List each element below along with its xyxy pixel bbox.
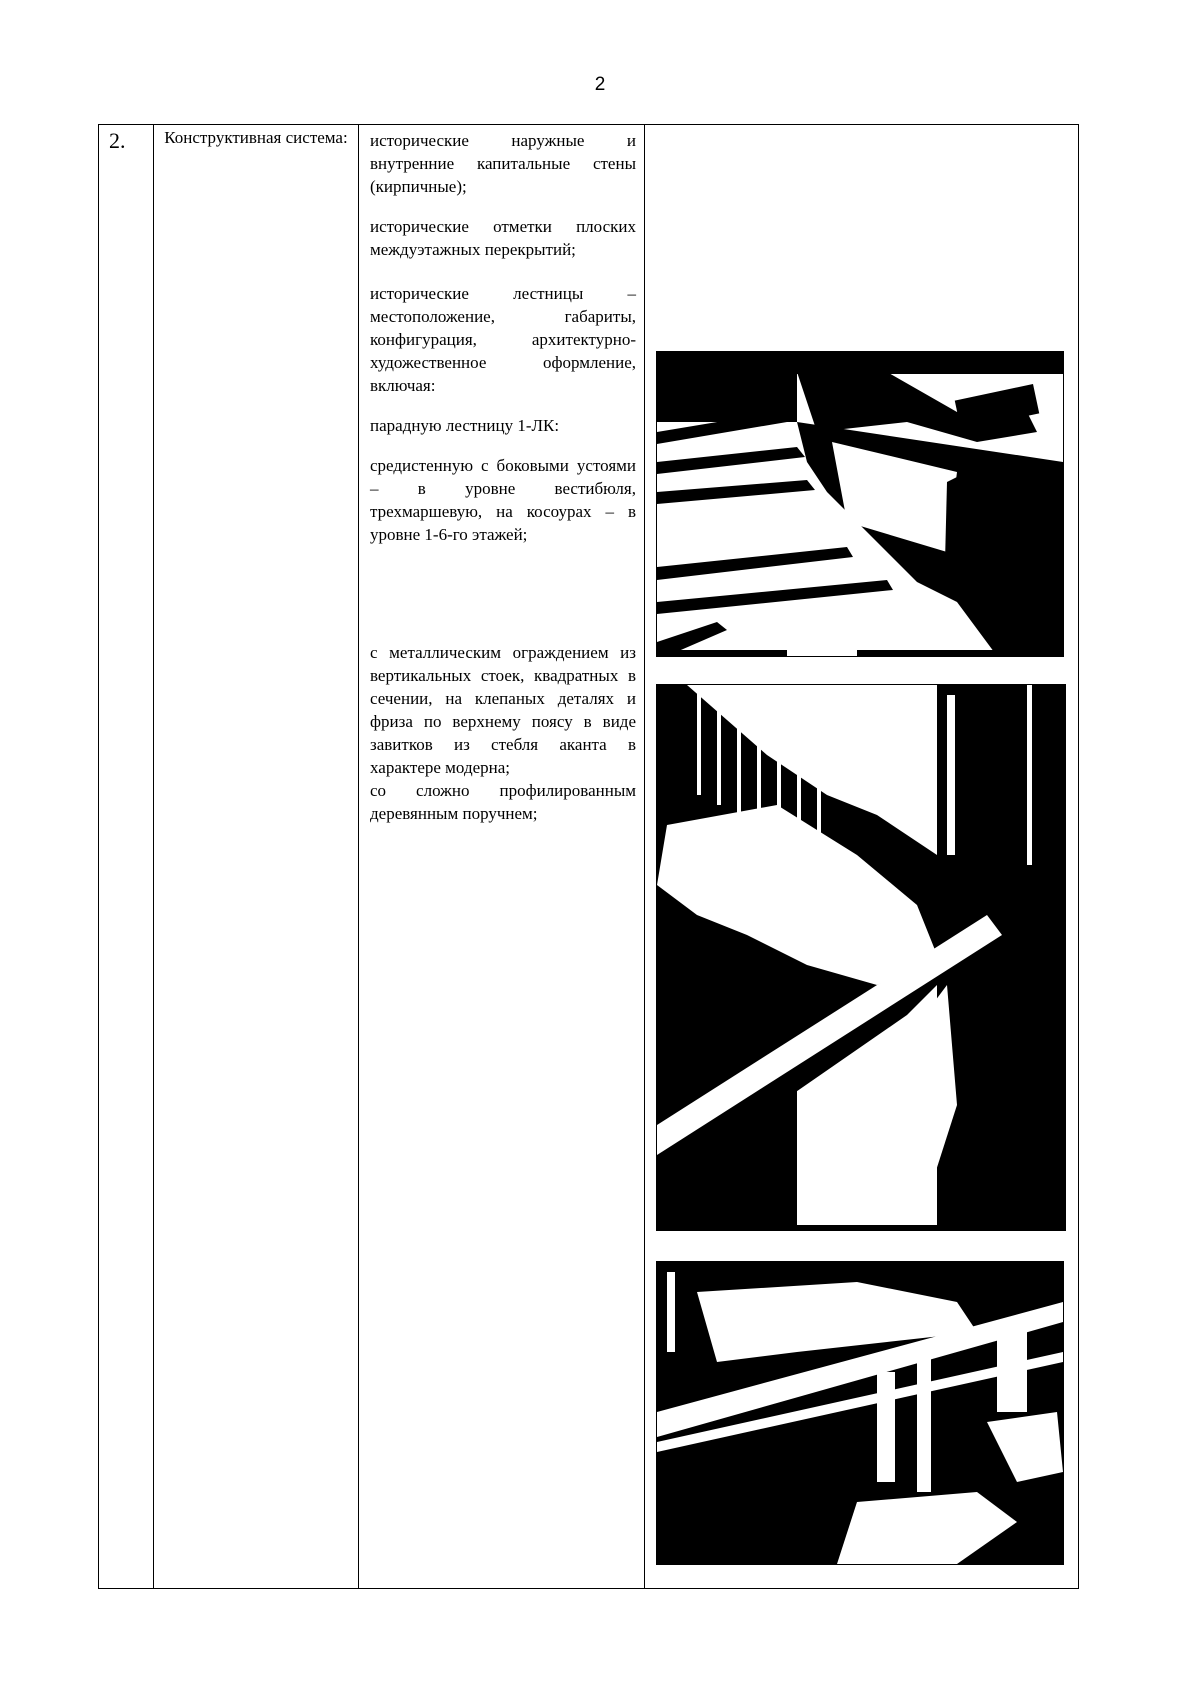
description-paragraph: исторические отметки плоских междуэтажных перекрытий;	[370, 217, 636, 259]
description-paragraph: со сложно профилированным деревянным поручнем;	[370, 781, 636, 823]
railing-photo	[656, 684, 1066, 1231]
description-paragraph: средистенную с боковыми устоями – в уровне вестибюля, трехмаршевую, на косоурах – в уровне 1-6-го этажей;	[370, 456, 636, 544]
staircase-photo	[656, 351, 1064, 657]
row-description	[359, 125, 644, 825]
row-description-cell	[359, 125, 645, 1589]
description-paragraph: исторические лестницы – местоположение, габариты, конфигурация, архитектурно-художественное оформление, включая:	[370, 284, 636, 395]
row-name-cell	[154, 125, 359, 1589]
photos-cell	[645, 125, 1079, 1589]
row-number: 2.	[109, 128, 126, 153]
protection-subject-table	[98, 124, 1079, 1589]
description-paragraph: с металлическим ограждением из вертикальных стоек, квадратных в сечении, на клепаных деталях и фриза по верхнему поясу в виде завитков из стебля аканта в характере модерна;	[370, 643, 636, 777]
description-paragraph: парадную лестницу 1-ЛК:	[370, 416, 560, 435]
row-number-cell	[99, 125, 154, 1589]
table-row	[99, 125, 1079, 1589]
description-paragraph: исторические наружные и внутренние капитальные стены (кирпичные);	[370, 131, 636, 196]
row-name: Конструктивная система:	[164, 128, 348, 147]
page-number: 2	[594, 74, 606, 95]
handrail-detail-photo	[656, 1261, 1064, 1565]
